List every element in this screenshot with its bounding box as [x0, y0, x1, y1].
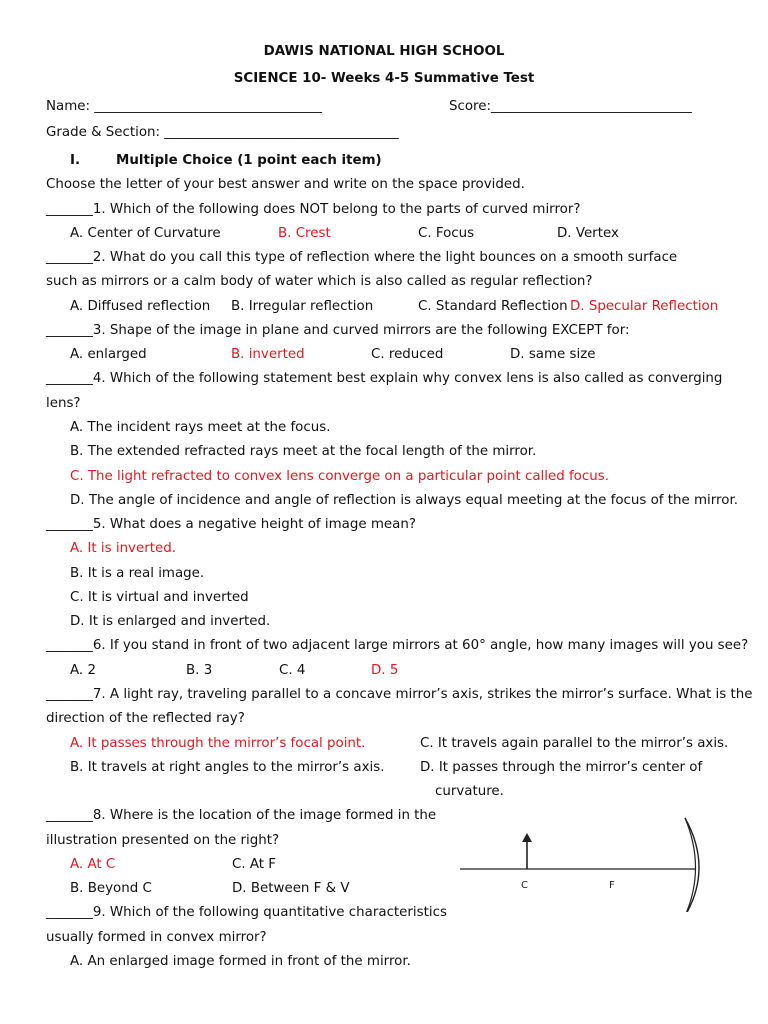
question-7-stem-line2: direction of the reflected ray? — [46, 711, 245, 726]
question-5-stem: _______5. What does a negative height of image mean? — [46, 517, 416, 532]
q3-option-b-answer: B. inverted — [231, 347, 305, 362]
label-c: C — [521, 880, 528, 891]
q5-option-a-answer: A. It is inverted. — [70, 541, 176, 556]
q8-option-d: D. Between F & V — [232, 881, 350, 896]
question-6-stem: _______6. If you stand in front of two adjacent large mirrors at 60° angle, how many images will you see? — [46, 638, 749, 653]
question-9-stem-line1: _______9. Which of the following quantitative characteristics — [46, 905, 447, 920]
question-9-stem-line2: usually formed in convex mirror? — [46, 930, 267, 945]
q2-option-c: C. Standard Reflection — [418, 299, 568, 314]
q6-option-b: B. 3 — [186, 663, 213, 678]
q2-option-b: B. Irregular reflection — [231, 299, 374, 314]
q1-option-c: C. Focus — [418, 226, 475, 241]
q8-option-c: C. At F — [232, 857, 276, 872]
q7-option-a-answer: A. It passes through the mirror’s focal point. — [70, 736, 366, 751]
question-4-stem-line1: _______4. Which of the following statement best explain why convex lens is also called as converging — [46, 371, 723, 386]
q6-option-d-answer: D. 5 — [371, 663, 399, 678]
q4-option-c-answer: C. The light refracted to convex lens converge on a particular point called focus. — [70, 469, 609, 484]
grade-section-field[interactable]: Grade & Section: ___________________________________ — [46, 125, 399, 140]
name-field[interactable]: Name: __________________________________ — [46, 99, 322, 114]
q3-option-a: A. enlarged — [70, 347, 147, 362]
q3-option-c: C. reduced — [371, 347, 444, 362]
score-field[interactable]: Score:______________________________ — [449, 99, 692, 114]
q7-option-c: C. It travels again parallel to the mirror’s axis. — [420, 736, 729, 751]
q7-option-d-line2: curvature. — [435, 784, 504, 799]
instruction: Choose the letter of your best answer and write on the space provided. — [46, 177, 525, 192]
q7-option-d-line1: D. It passes through the mirror’s center of — [420, 760, 703, 775]
q4-option-a: A. The incident rays meet at the focus. — [70, 420, 331, 435]
question-1-stem: _______1. Which of the following does NOT belong to the parts of curved mirror? — [46, 202, 581, 217]
question-2-stem-line1: _______2. What do you call this type of reflection where the light bounces on a smooth surface — [46, 250, 678, 265]
q1-option-d: D. Vertex — [557, 226, 619, 241]
q4-option-b: B. The extended refracted rays meet at the focal length of the mirror. — [70, 444, 537, 459]
question-7-stem-line1: _______7. A light ray, traveling parallel to a concave mirror’s axis, strikes the mirror’s surface. What is the — [46, 687, 753, 702]
q8-option-a-answer: A. At C — [70, 857, 116, 872]
q2-option-a: A. Diffused reflection — [70, 299, 211, 314]
q1-option-b-answer: B. Crest — [278, 226, 331, 241]
question-8-stem-line2: illustration presented on the right? — [46, 833, 280, 848]
q2-option-d-answer: D. Specular Reflection — [570, 299, 719, 314]
q5-option-c: C. It is virtual and inverted — [70, 590, 249, 605]
question-8-stem-line1: _______8. Where is the location of the image formed in the — [46, 808, 437, 823]
section-title: Multiple Choice (1 point each item) — [116, 153, 382, 168]
q3-option-d: D. same size — [510, 347, 596, 362]
q7-option-b: B. It travels at right angles to the mirror’s axis. — [70, 760, 385, 775]
concave-mirror-diagram — [455, 812, 715, 912]
object-arrow-head — [522, 833, 532, 842]
q8-option-b: B. Beyond C — [70, 881, 152, 896]
test-title: SCIENCE 10- Weeks 4-5 Summative Test — [233, 71, 535, 86]
q4-option-d: D. The angle of incidence and angle of reflection is always equal meeting at the focus of the mirror. — [70, 493, 738, 508]
q5-option-d: D. It is enlarged and inverted. — [70, 614, 271, 629]
question-4-stem-line2: lens? — [46, 396, 81, 411]
q9-option-a: A. An enlarged image formed in front of the mirror. — [70, 954, 411, 969]
q1-option-a: A. Center of Curvature — [70, 226, 221, 241]
label-f: F — [609, 880, 615, 891]
question-2-stem-line2: such as mirrors or a calm body of water which is also called as regular reflection? — [46, 274, 593, 289]
q6-option-c: C. 4 — [279, 663, 306, 678]
section-number: I. — [70, 153, 81, 168]
question-3-stem: _______3. Shape of the image in plane and curved mirrors are the following EXCEPT for: — [46, 323, 630, 338]
q6-option-a: A. 2 — [70, 663, 96, 678]
school-name: DAWIS NATIONAL HIGH SCHOOL — [263, 44, 505, 59]
q5-option-b: B. It is a real image. — [70, 566, 205, 581]
